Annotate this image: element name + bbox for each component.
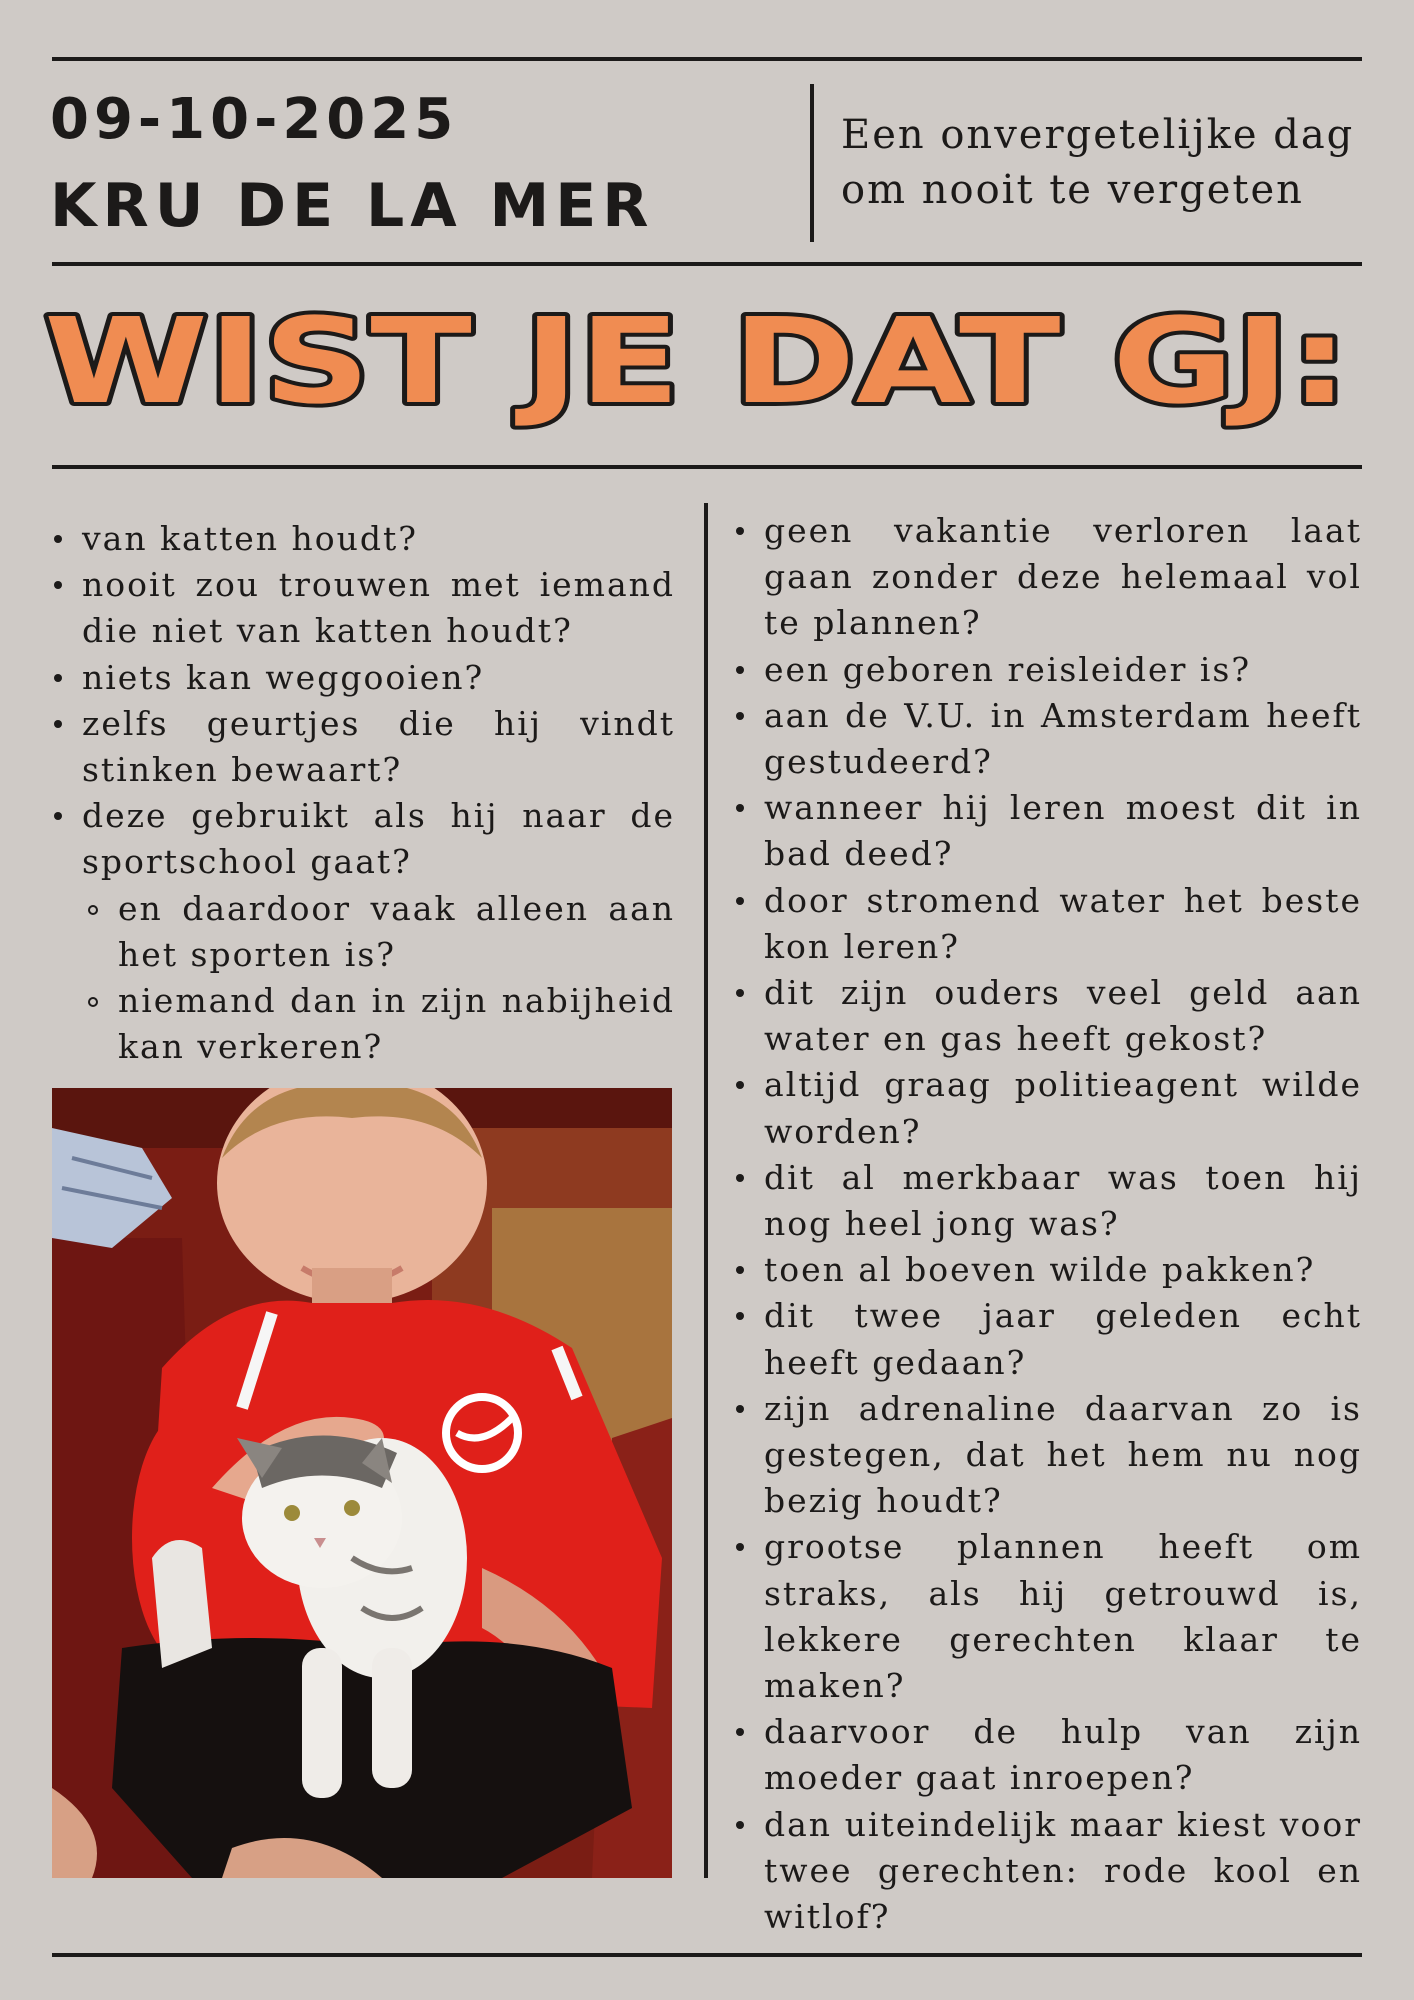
list-item: nooit zou trouwen met iemand die niet van katten houdt? <box>52 562 675 654</box>
right-list <box>734 508 1362 1940</box>
list-item: niets kan weggooien? <box>52 655 675 701</box>
header-left <box>50 87 790 241</box>
photo-boy-with-cat <box>52 1088 672 1878</box>
list-item: grootse plannen heeft om straks, als hij getrouwd is, lekkere gerechten klaar te maken? <box>734 1524 1362 1709</box>
list-item: toen al boeven wilde pakken? <box>734 1247 1362 1293</box>
tagline: Een onvergetelijke dag om nooit te vergeten <box>841 112 1355 213</box>
header-divider <box>810 84 814 242</box>
left-column <box>52 516 675 1070</box>
list-item: zijn adrenaline daarvan zo is gestegen, dat het hem nu nog bezig houdt? <box>734 1386 1362 1525</box>
headline-bottom-rule <box>52 465 1362 469</box>
list-item: dan uiteindelijk maar kiest voor twee gerechten: rode kool en witlof? <box>734 1802 1362 1941</box>
left-list <box>52 516 675 886</box>
sub-list-item: niemand dan in zijn nabijheid kan verkeren? <box>88 978 675 1070</box>
list-item: geen vakantie verloren laat gaan zonder deze helemaal vol te plannen? <box>734 508 1362 647</box>
sub-list-item: en daardoor vaak alleen aan het sporten is? <box>88 886 675 978</box>
issue-date: 09-10-2025 <box>50 87 459 152</box>
list-item: wanneer hij leren moest dit in bad deed? <box>734 785 1362 877</box>
issue-name: KRU DE LA MER <box>50 171 655 241</box>
right-column <box>734 508 1362 1940</box>
top-rule <box>52 57 1362 61</box>
list-item: deze gebruikt als hij naar de sportschool gaat? <box>52 793 675 885</box>
list-item: altijd graag politieagent wilde worden? <box>734 1062 1362 1154</box>
header-bottom-rule <box>52 262 1362 266</box>
column-divider <box>704 503 708 1878</box>
headline <box>40 290 1374 440</box>
list-item: zelfs geurtjes die hij vindt stinken bewaart? <box>52 701 675 793</box>
list-item: aan de V.U. in Amsterdam heeft gestudeerd? <box>734 693 1362 785</box>
list-item: dit zijn ouders veel geld aan water en gas heeft gekost? <box>734 970 1362 1062</box>
bottom-rule <box>52 1953 1362 1957</box>
list-item: dit twee jaar geleden echt heeft gedaan? <box>734 1293 1362 1385</box>
list-item: van katten houdt? <box>52 516 675 562</box>
list-item: dit al merkbaar was toen hij nog heel jong was? <box>734 1155 1362 1247</box>
list-item: daarvoor de hulp van zijn moeder gaat inroepen? <box>734 1709 1362 1801</box>
list-item: een geboren reisleider is? <box>734 647 1362 693</box>
headline-text: WIST JE DAT GJ: <box>44 292 1349 430</box>
list-item: door stromend water het beste kon leren? <box>734 878 1362 970</box>
left-sub-list <box>88 886 675 1071</box>
